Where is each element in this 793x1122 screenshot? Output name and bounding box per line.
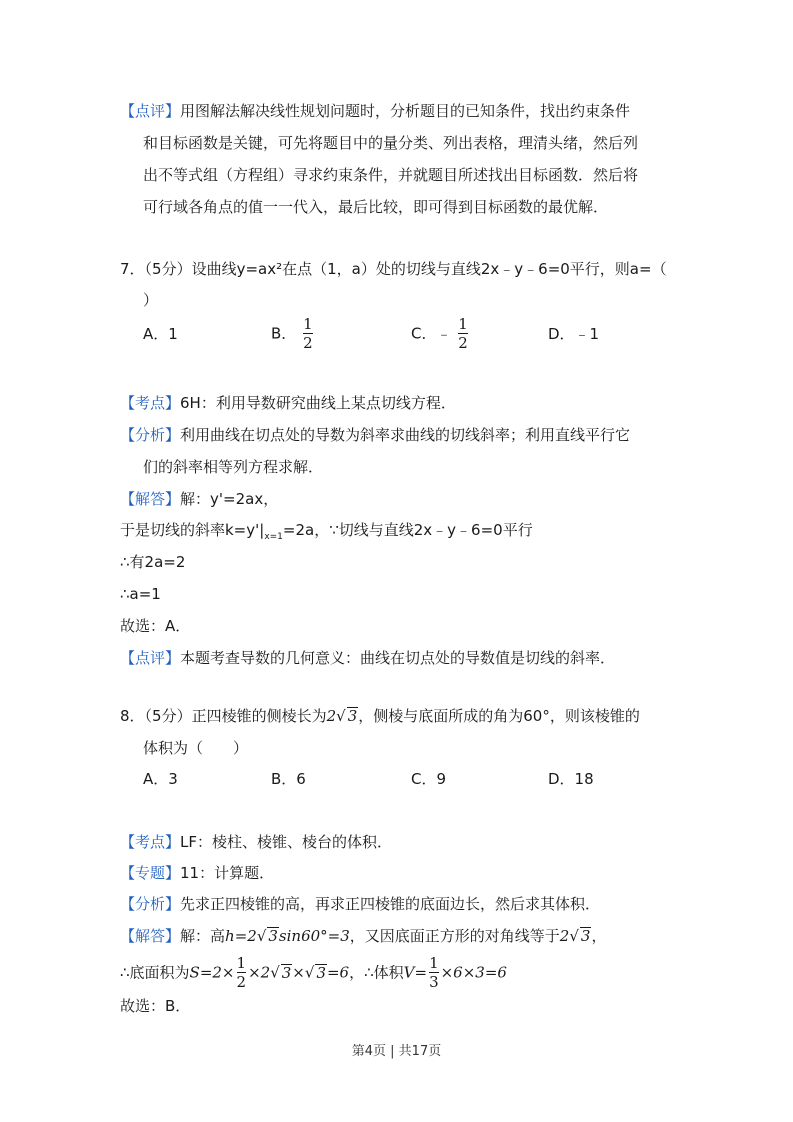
q7-solution-line-4: ∴a=1 [120,585,161,603]
q6-review-line-4: 可行域各角点的值一一代入，最后比较，即可得到目标函数的最优解． [143,198,609,216]
review-tag: 【点评】 [120,102,181,120]
q7-solution-line-3: ∴有2a=2 [120,553,186,571]
q8-answer: 故选：B． [120,997,191,1015]
q8-option-d: D．18 [548,770,594,788]
q8-fenxi: 【分析】先求正四棱锥的高，再求正四棱锥的底面边长，然后求其体积． [120,895,601,913]
q7-option-c: C．﹣ $\frac{1}{2}$ [411,315,468,352]
q7-stem: 7．（5分）设曲线y=ax²在点（1，a）处的切线与直线2x﹣y﹣6=0平行，则a=（ [120,260,667,278]
q6-review-line-3: 出不等式组（方程组）寻求约束条件，并就题目所述找出目标函数．然后将 [143,166,639,184]
q8-jieda: 【解答】解：高h=2√ 3sin60°=3，又因底面正方形的对角线等于2√ 3， [120,927,607,945]
q8-zhuanti: 【专题】11：计算题． [120,864,275,882]
q6-review-line-2: 和目标函数是关键，可先将题目中的量分类、列出表格，理清头绪，然后列 [143,134,639,152]
q8-stem: 8．（5分）正四棱锥的侧棱长为2√ 3，侧棱与底面所成的角为60°，则该棱锥的 [120,707,640,725]
q6-review-line-1: 【点评】用图解法解决线性规划问题时，分析题目的已知条件，找出约束条件 [120,102,631,120]
volume-fraction: $\frac{1}{3}$ [429,954,439,991]
page-footer: 第4页 | 共17页 [351,1044,442,1059]
q7-jieda: 【解答】解：y'=2ax， [120,490,279,508]
q8-option-b: B．6 [271,770,306,788]
q7-kaodian: 【考点】6H：利用导数研究曲线上某点切线方程． [120,394,456,412]
q7-answer: 故选：A． [120,617,191,635]
q7-option-b-fraction: $\frac{1}{2}$ [303,315,313,352]
q7-solution-line-2: 于是切线的斜率$k=y'|_{x=1}=2a$，∵切线与直线2x﹣y﹣6=0平行 [120,521,533,542]
q7-option-b: B． $\frac{1}{2}$ [271,315,313,352]
q8-stem-2: 体积为（ ） [143,739,249,757]
q7-stem-end: ） [143,291,159,309]
q7-option-d: D．﹣1 [548,325,600,343]
q7-fenxi-2: 们的斜率相等列方程求解． [143,458,324,476]
q8-area-volume: ∴底面积为S=2× $\frac{1}{2}$ ×2√ 3×√ 3=6，∴体积V= $\frac{1}{3}$ ×6×3=6 [120,954,507,991]
q7-fenxi: 【分析】利用曲线在切点处的导数为斜率求曲线的切线斜率；利用直线平行它 [120,426,631,444]
area-fraction: $\frac{1}{2}$ [236,954,247,991]
q7-dianping: 【点评】本题考查导数的几何意义：曲线在切点处的导数值是切线的斜率． [120,649,616,667]
q7-option-c-fraction: $\frac{1}{2}$ [458,315,468,352]
q8-kaodian: 【考点】LF：棱柱、棱锥、棱台的体积． [120,833,393,851]
q7-option-a: A．1 [143,325,178,343]
q8-option-c: C．9 [411,770,447,788]
q8-option-a: A．3 [143,770,178,788]
